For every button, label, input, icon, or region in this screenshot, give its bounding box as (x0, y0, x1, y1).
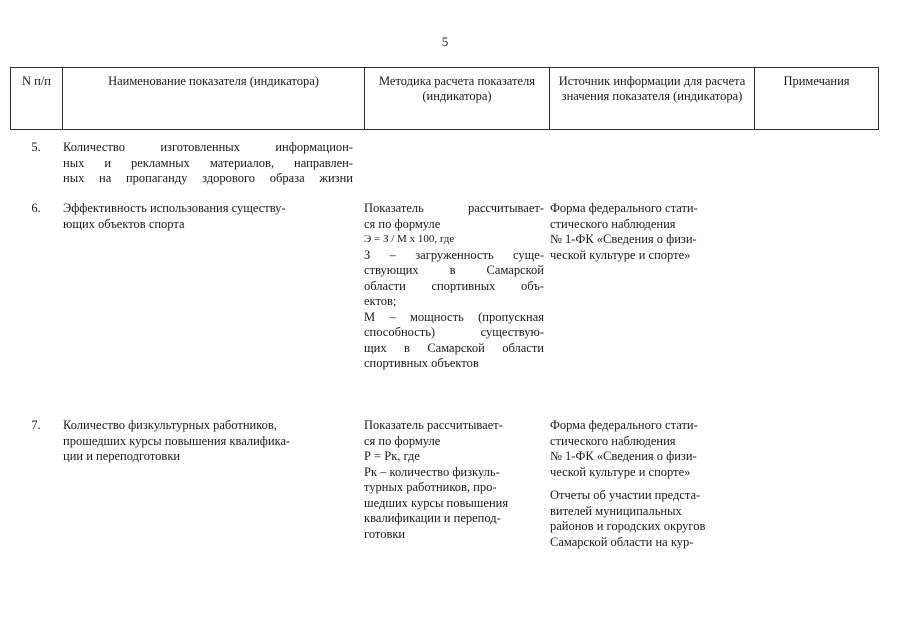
header-indicator-name: Наименование показателя (индикатора) (63, 68, 365, 130)
text-line: Самарской области на кур- (550, 534, 694, 549)
text-line: области спортивных объ- (364, 278, 544, 293)
calculation-method (364, 418, 544, 542)
text-line: ся по формуле (364, 433, 441, 448)
text-line: Показатель рассчитывает- (364, 201, 544, 215)
text-line: ся по формуле (364, 216, 441, 231)
text-line: спортивных объектов (364, 356, 479, 370)
text-line: ствующих в Самарской (364, 263, 544, 277)
text-line: ектов; (364, 294, 397, 308)
formula: Э = З / М х 100, где (364, 233, 455, 245)
text-line: Количество физкультурных работников, (63, 418, 277, 432)
header-notes: Примечания (755, 68, 879, 130)
text-line: ческой культуре и спорте» (550, 464, 691, 479)
text-line: шедших курсы повышения (364, 495, 509, 510)
text-line: вителей муниципальных (550, 503, 682, 518)
text-line: ных на пропаганду здорового образа жизни (63, 171, 353, 185)
header-calculation-method: Методика расчета показателя (индикатора) (365, 68, 550, 130)
text-line: квалификации и перепод- (364, 511, 501, 525)
text-line: З – загруженность суще- (364, 247, 544, 262)
row-number: 6. (31, 201, 41, 215)
text-line: турных работников, про- (364, 480, 497, 494)
text-line: М – мощность (пропускная (364, 309, 544, 324)
text-line: ческой культуре и спорте» (550, 247, 691, 262)
text-line: № 1-ФК «Сведения о физи- (550, 232, 697, 246)
text-line: способность) существую- (364, 325, 544, 339)
text-line: ции и переподготовки (63, 449, 181, 463)
text-line: стического наблюдения (550, 433, 676, 448)
text-line: Эффективность использования существу- (63, 201, 286, 215)
text-line: Форма федерального стати- (550, 201, 698, 215)
indicator-name (63, 201, 353, 232)
header-number: N п/п (11, 68, 63, 130)
formula: Р = Рк, где (364, 449, 420, 463)
text-line: Форма федерального стати- (550, 418, 698, 432)
calculation-method (364, 201, 544, 372)
text-line: прошедших курсы повышения квалифика- (63, 433, 291, 448)
header-information-source: Источник информации для расчета значения показателя (индикатора) (550, 68, 755, 130)
row-number: 7. (31, 418, 41, 432)
text-line: районов и городских округов (550, 519, 706, 533)
text-line: готовки (364, 526, 406, 541)
row-number: 5. (31, 140, 41, 154)
text-line: ющих объектов спорта (63, 216, 185, 231)
text-line: ных и рекламных материалов, направлен- (63, 155, 353, 170)
text-line: стического наблюдения (550, 216, 676, 231)
text-line: Рк – количество физкуль- (364, 464, 500, 479)
table-header (10, 67, 879, 130)
indicator-name (63, 418, 353, 465)
information-source (550, 201, 750, 263)
page-number: 5 (441, 34, 449, 49)
text-line: Отчеты об участии предста- (550, 488, 701, 502)
text-line: щих в Самарской области (364, 340, 544, 355)
text-line: Показатель рассчитывает- (364, 418, 503, 432)
indicator-name (63, 140, 353, 187)
text-line: Количество изготовленных информацион- (63, 140, 353, 154)
information-source (550, 418, 750, 550)
text-line: № 1-ФК «Сведения о физи- (550, 449, 697, 463)
paragraph-gap (550, 480, 750, 488)
